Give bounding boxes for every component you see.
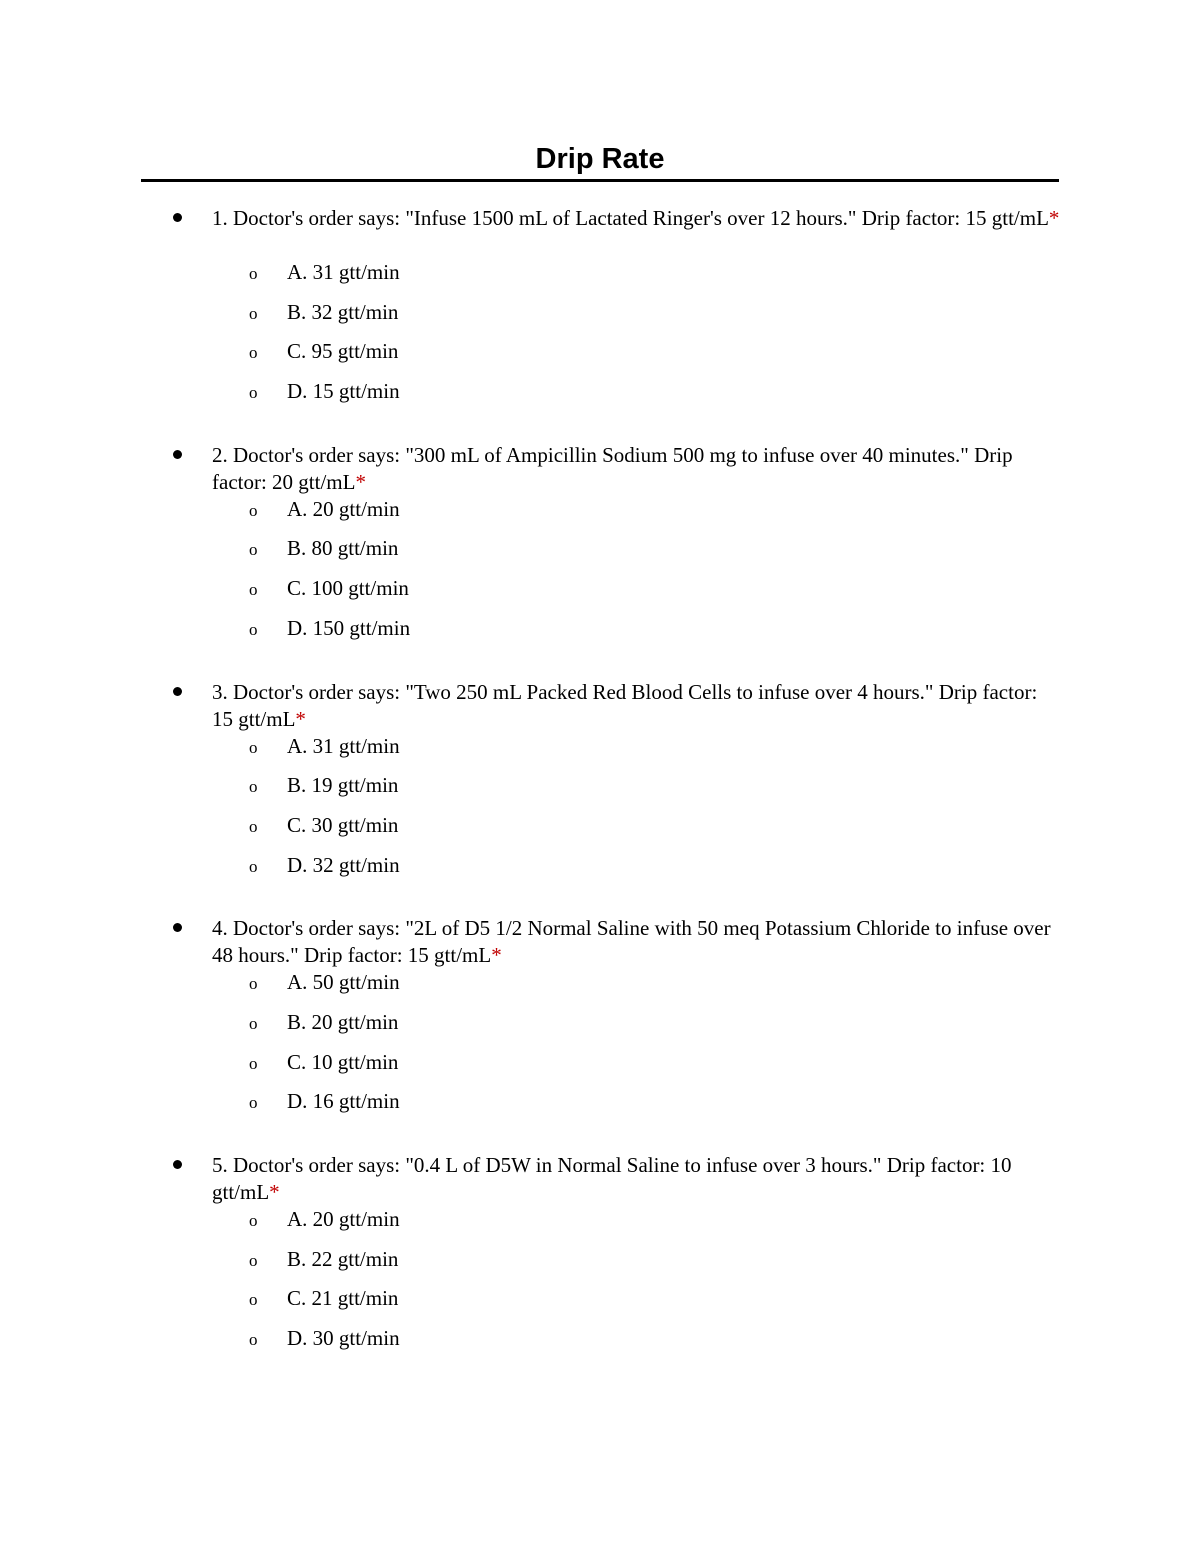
title-underline	[141, 179, 1059, 182]
question-item	[0, 1152, 1200, 1365]
required-asterisk: *	[295, 706, 306, 731]
page-title: Drip Rate	[535, 143, 665, 175]
circle-bullet-icon: o	[249, 816, 258, 836]
option-label: A. 20 gtt/min	[287, 1207, 400, 1231]
required-asterisk: *	[1048, 206, 1060, 230]
required-asterisk: *	[269, 1180, 280, 1204]
option-label: C. 100 gtt/min	[287, 576, 409, 601]
circle-bullet-icon: o	[249, 1330, 258, 1350]
answer-option[interactable]	[212, 1009, 1060, 1049]
option-label: C. 95 gtt/min	[287, 339, 399, 364]
option-list	[212, 496, 1060, 655]
circle-bullet-icon: o	[249, 500, 258, 520]
answer-option[interactable]	[212, 1206, 1060, 1246]
question-text: 4. Doctor's order says: "2L of D5 1/2 Normal Saline with 50 meq Potassium Chloride to infuse over 48 hours." Drip factor: 15 gtt/mL	[212, 916, 1051, 968]
question-text: 1. Doctor's order says: "Infuse 1500 mL of Lactated Ringer's over 12 hours." Drip factor: 15 gtt/mL	[212, 206, 1049, 230]
circle-bullet-icon: o	[249, 1250, 258, 1270]
option-label: B. 80 gtt/min	[287, 536, 399, 561]
option-label: A. 20 gtt/min	[287, 496, 400, 521]
bullet-icon	[173, 687, 182, 696]
option-label: D. 15 gtt/min	[287, 379, 400, 404]
bullet-icon	[173, 1160, 182, 1169]
circle-bullet-icon: o	[249, 737, 258, 757]
option-label: C. 21 gtt/min	[287, 1286, 399, 1311]
option-label: D. 32 gtt/min	[287, 852, 400, 877]
circle-bullet-icon: o	[249, 343, 258, 363]
answer-option[interactable]	[212, 1325, 1060, 1365]
option-label: D. 150 gtt/min	[287, 615, 411, 640]
answer-option[interactable]	[212, 1049, 1060, 1089]
answer-option[interactable]	[212, 852, 1060, 892]
option-label: D. 30 gtt/min	[287, 1326, 400, 1351]
answer-option[interactable]	[212, 496, 1060, 536]
answer-option[interactable]	[212, 338, 1060, 378]
option-list	[212, 733, 1060, 892]
option-label: A. 50 gtt/min	[287, 970, 400, 995]
circle-bullet-icon: o	[249, 1093, 258, 1113]
answer-option[interactable]	[212, 575, 1060, 615]
question-stem	[212, 442, 1060, 496]
bullet-icon	[173, 450, 182, 459]
option-list	[212, 259, 1060, 418]
option-label: B. 22 gtt/min	[287, 1246, 399, 1271]
circle-bullet-icon: o	[249, 1013, 258, 1033]
option-label: B. 32 gtt/min	[287, 299, 399, 324]
answer-option[interactable]	[212, 772, 1060, 812]
bullet-icon	[173, 923, 182, 932]
circle-bullet-icon: o	[249, 974, 258, 994]
question-stem	[212, 915, 1060, 969]
option-label: A. 31 gtt/min	[287, 260, 400, 284]
answer-option[interactable]	[212, 733, 1060, 773]
option-label: A. 31 gtt/min	[287, 733, 400, 758]
question-list	[0, 205, 1200, 1389]
question-stem	[212, 679, 1060, 733]
circle-bullet-icon: o	[249, 1053, 258, 1073]
question-item	[0, 442, 1200, 655]
question-stem	[212, 205, 1060, 259]
option-label: B. 20 gtt/min	[287, 1009, 399, 1034]
circle-bullet-icon: o	[249, 383, 258, 403]
answer-option[interactable]	[212, 535, 1060, 575]
answer-option[interactable]	[212, 1246, 1060, 1286]
question-item	[0, 915, 1200, 1128]
question-stem	[212, 1152, 1060, 1206]
question-text: 2. Doctor's order says: "300 mL of Ampicillin Sodium 500 mg to infuse over 40 minutes." Drip factor: 20 gtt/mL	[212, 442, 1013, 494]
answer-option[interactable]	[212, 615, 1060, 655]
option-label: D. 16 gtt/min	[287, 1089, 400, 1114]
circle-bullet-icon: o	[249, 580, 258, 600]
option-label: C. 10 gtt/min	[287, 1049, 399, 1074]
circle-bullet-icon: o	[249, 619, 258, 639]
answer-option[interactable]	[212, 812, 1060, 852]
option-list	[212, 969, 1060, 1128]
answer-option[interactable]	[212, 299, 1060, 339]
option-list	[212, 1206, 1060, 1365]
answer-option[interactable]	[212, 378, 1060, 418]
required-asterisk: *	[491, 943, 502, 968]
answer-option[interactable]	[212, 1285, 1060, 1325]
question-item	[0, 205, 1200, 418]
question-item	[0, 679, 1200, 892]
answer-option[interactable]	[212, 1088, 1060, 1128]
question-text: 5. Doctor's order says: "0.4 L of D5W in Normal Saline to infuse over 3 hours." Drip factor: 10 gtt/mL	[212, 1153, 1012, 1204]
answer-option[interactable]	[212, 259, 1060, 299]
circle-bullet-icon: o	[249, 303, 258, 323]
option-label: C. 30 gtt/min	[287, 812, 399, 837]
circle-bullet-icon: o	[249, 1290, 258, 1310]
bullet-icon	[173, 213, 182, 222]
circle-bullet-icon: o	[249, 856, 258, 876]
circle-bullet-icon: o	[249, 540, 258, 560]
required-asterisk: *	[355, 469, 366, 494]
circle-bullet-icon: o	[249, 1211, 258, 1230]
circle-bullet-icon: o	[249, 777, 258, 797]
option-label: B. 19 gtt/min	[287, 773, 399, 798]
circle-bullet-icon: o	[249, 264, 258, 283]
question-text: 3. Doctor's order says: "Two 250 mL Packed Red Blood Cells to infuse over 4 hours." Drip factor: 15 gtt/mL	[212, 679, 1038, 731]
answer-option[interactable]	[212, 969, 1060, 1009]
